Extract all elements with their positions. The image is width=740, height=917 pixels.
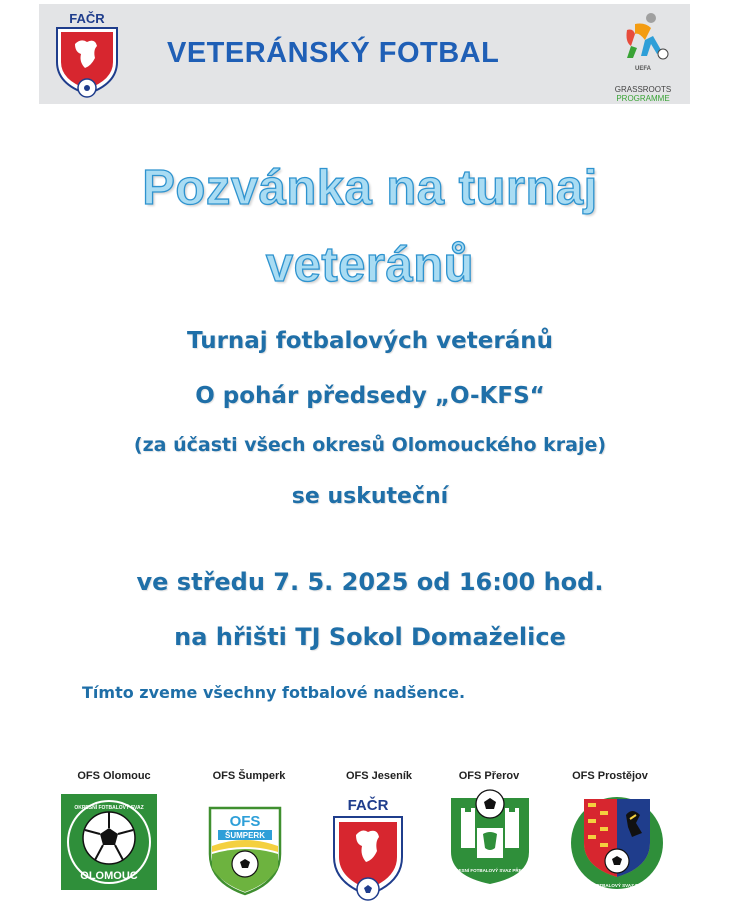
uefa-small-text: UEFA xyxy=(634,66,651,72)
headline-line-1: Pozvánka na turnaj xyxy=(142,161,598,215)
trophy-line: O pohár předsedy „O-KFS“ xyxy=(195,383,545,409)
grassroots-text: GRASSROOTS xyxy=(614,85,672,94)
ofs-prostejov-logo-icon xyxy=(570,793,664,897)
ofs-prerov-logo-icon xyxy=(449,788,531,890)
tournament-title: Turnaj fotbalových veteránů xyxy=(187,328,553,354)
club-name-jesenik: OFS Jeseník xyxy=(345,770,413,782)
olomouc-ring-text: OKRESNÍ FOTBALOVÝ SVAZ xyxy=(74,805,144,811)
sumperk-logo-text: OFS xyxy=(229,813,261,830)
olomouc-logo-text: OLOMOUC xyxy=(80,870,138,882)
prostejov-ring-text: OKRESNÍ FOTBALOVÝ SVAZ PROSTĚJOV xyxy=(571,883,663,888)
date-line: ve středu 7. 5. 2025 od 16:00 hod. xyxy=(136,568,604,596)
club-name-prostejov: OFS Prostějov xyxy=(572,770,648,782)
participation-line: (za účasti všech okresů Olomouckého kraje) xyxy=(133,434,607,456)
ofs-olomouc-logo-icon xyxy=(61,794,157,894)
header-banner xyxy=(39,4,690,104)
uefa-grassroots-logo-icon xyxy=(605,10,681,102)
facr-logo-icon xyxy=(51,10,123,100)
programme-text: PROGRAMME xyxy=(616,94,670,103)
header-title: VETERÁNSKÝ FOTBAL xyxy=(167,37,500,69)
ofs-sumperk-logo-icon xyxy=(208,806,282,900)
prerov-ring-text: OKRESNÍ FOTBALOVÝ SVAZ PŘEROV xyxy=(449,868,531,873)
sumperk-logo-subtext: ŠUMPERK xyxy=(224,831,266,840)
club-name-olomouc: OFS Olomouc xyxy=(77,770,151,782)
facr-logo-text: FAČR xyxy=(69,11,105,26)
facr-logo-icon xyxy=(330,795,406,909)
headline-line-2: veteránů xyxy=(265,238,475,292)
takes-place-line: se uskuteční xyxy=(291,484,449,509)
club-name-prerov: OFS Přerov xyxy=(458,770,520,782)
jesenik-logo-text: FAČR xyxy=(347,797,389,814)
invite-text: Tímto zveme všechny fotbalové nadšence. xyxy=(82,683,466,702)
club-name-sumperk: OFS Šumperk xyxy=(212,770,286,782)
venue-line: na hřišti TJ Sokol Domaželice xyxy=(174,623,566,651)
